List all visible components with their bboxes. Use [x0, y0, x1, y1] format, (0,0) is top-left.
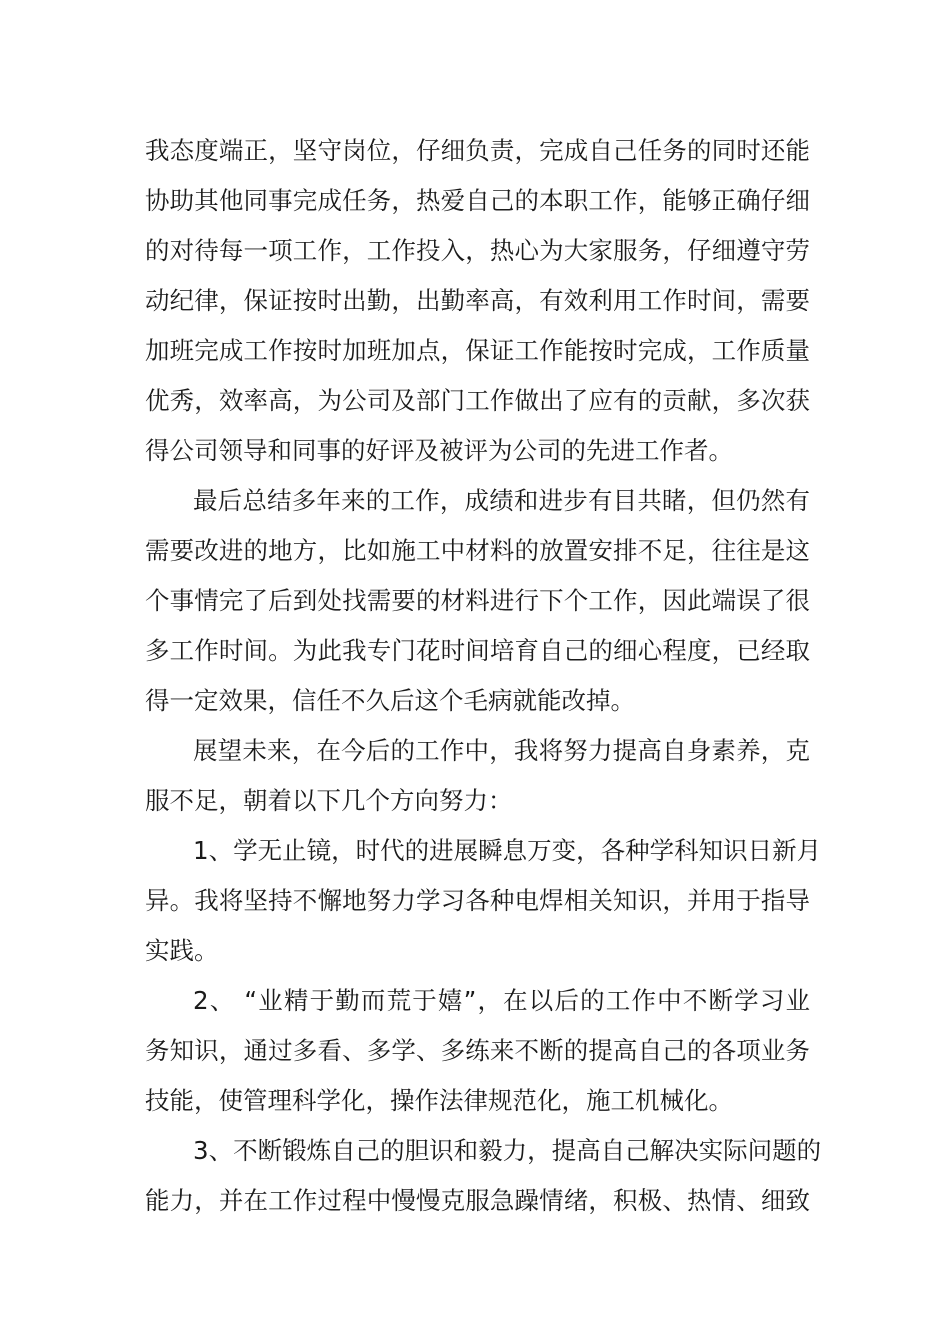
text-line: 多工作时间。为此我专门花时间培育自己的细心程度，已经取	[145, 636, 810, 665]
text-line: 动纪律，保证按时出勤，出勤率高，有效利用工作时间，需要	[145, 286, 810, 315]
text-line: 得一定效果，信任不久后这个毛病就能改掉。	[145, 686, 635, 715]
paragraph-first-line: 展望未来，在今后的工作中，我将努力提高自身素养，克	[193, 736, 810, 765]
text-line: 的对待每一项工作，工作投入，热心为大家服务，仔细遵守劳	[145, 236, 810, 265]
paragraph-first-line: 最后总结多年来的工作，成绩和进步有目共睹，但仍然有	[193, 486, 810, 515]
text-line: 我态度端正，坚守岗位，仔细负责，完成自己任务的同时还能	[145, 136, 810, 165]
text-line: 异。我将坚持不懈地努力学习各种电焊相关知识，并用于指导	[145, 886, 810, 915]
list-item-1-first-line: 1、学无止镜，时代的进展瞬息万变，各种学科知识日新月	[193, 836, 822, 865]
text-line: 实践。	[145, 936, 219, 965]
text-line: 能力，并在工作过程中慢慢克服急躁情绪，积极、热情、细致	[145, 1186, 810, 1215]
text-line: 得公司领导和同事的好评及被评为公司的先进工作者。	[145, 436, 733, 465]
text-line: 优秀，效率高，为公司及部门工作做出了应有的贡献，多次获	[145, 386, 810, 415]
text-line: 协助其他同事完成任务，热爱自己的本职工作，能够正确仔细	[145, 186, 810, 215]
list-item-3-first-line: 3、不断锻炼自己的胆识和毅力，提高自己解决实际问题的	[193, 1136, 822, 1165]
list-item-2-first-line: 2、 “业精于勤而荒于嬉”，在以后的工作中不断学习业	[193, 986, 810, 1015]
text-line: 需要改进的地方，比如施工中材料的放置安排不足，往往是这	[145, 536, 810, 565]
text-line: 技能，使管理科学化，操作法律规范化，施工机械化。	[145, 1086, 733, 1115]
text-line: 务知识，通过多看、多学、多练来不断的提高自己的各项业务	[145, 1036, 810, 1065]
text-line: 服不足，朝着以下几个方向努力：	[145, 786, 513, 815]
text-line: 加班完成工作按时加班加点，保证工作能按时完成，工作质量	[145, 336, 810, 365]
text-line: 个事情完了后到处找需要的材料进行下个工作，因此端误了很	[145, 586, 810, 615]
